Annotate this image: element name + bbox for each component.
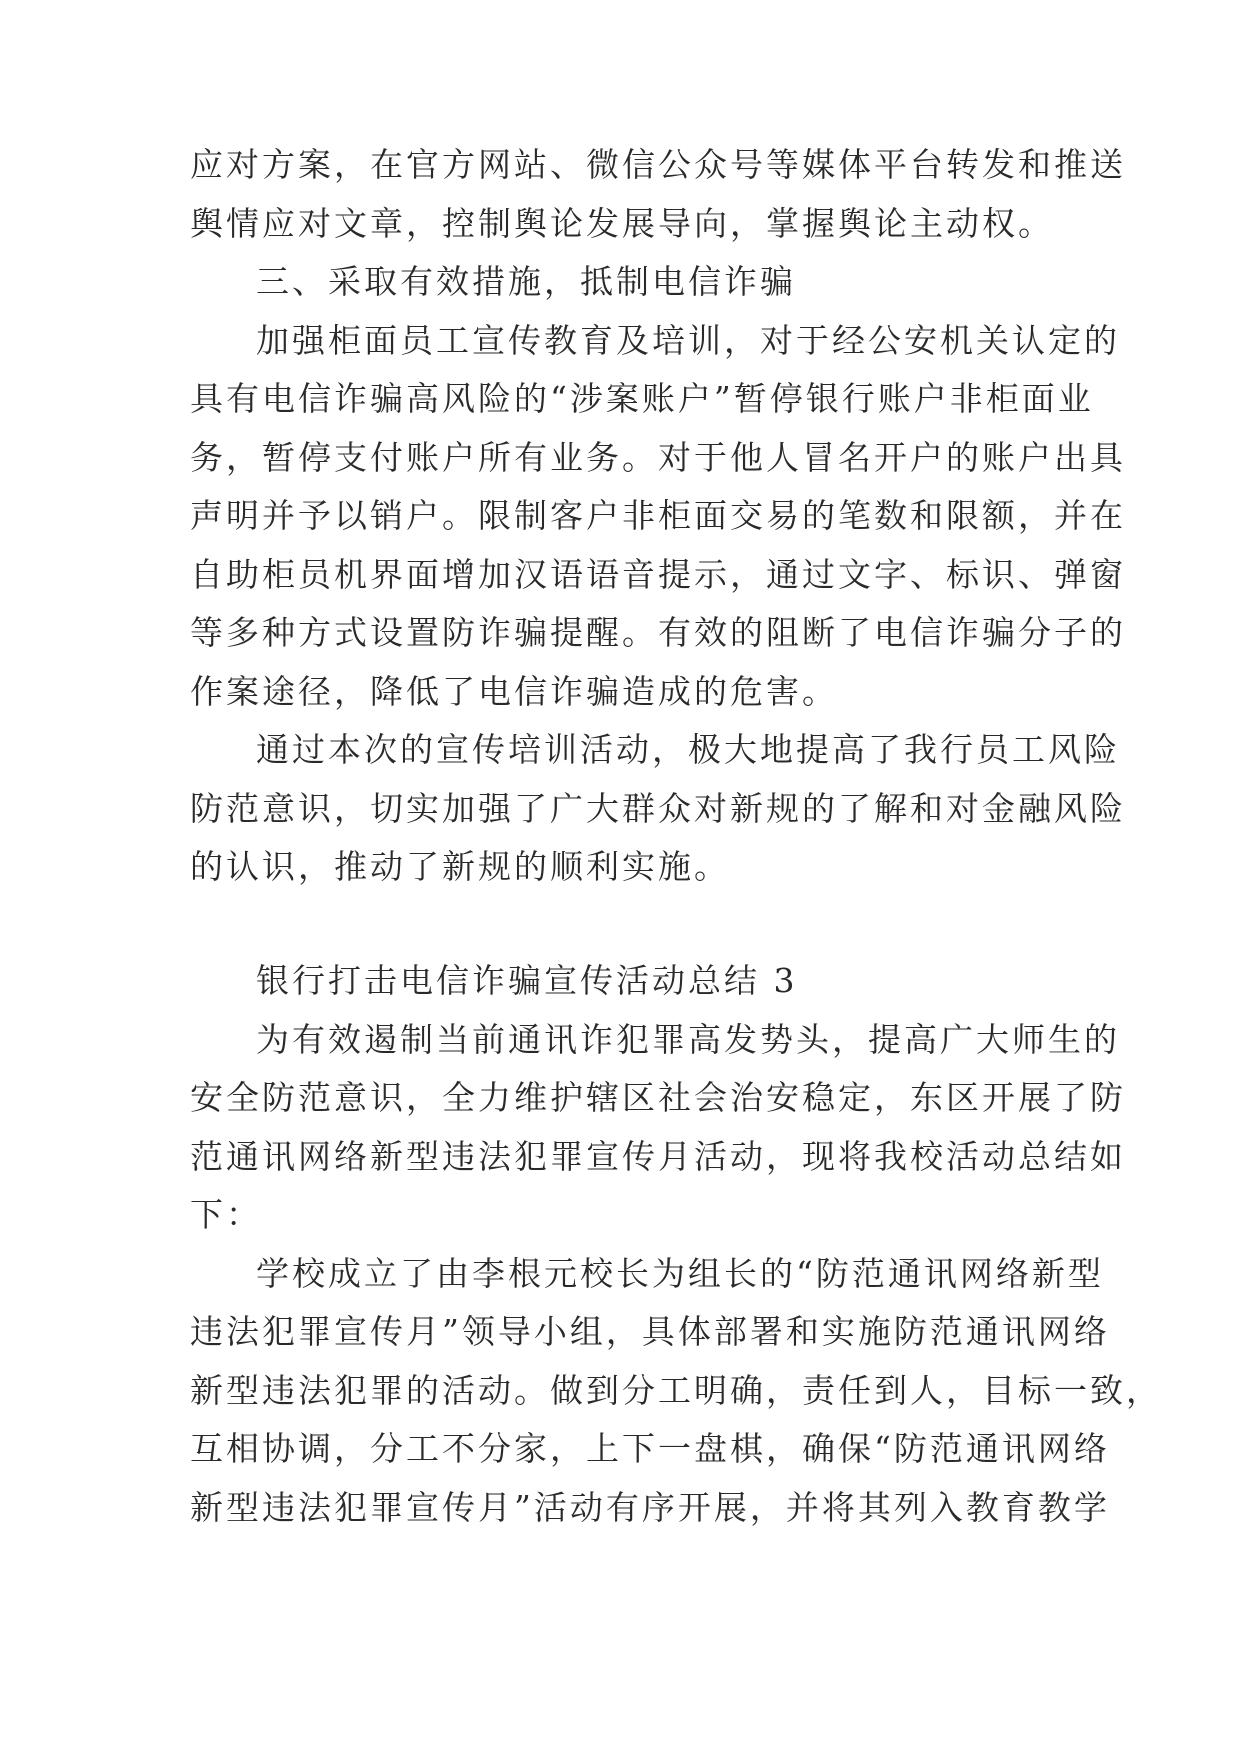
text-line: 为有效遏制当前通讯诈犯罪高发势头，提高广大师生的 bbox=[256, 1019, 1120, 1059]
text-line: 自助柜员机界面增加汉语语音提示，通过文字、标识、弹窗 bbox=[190, 554, 1126, 594]
text-line: 声明并予以销户。限制客户非柜面交易的笔数和限额，并在 bbox=[190, 496, 1126, 535]
text-line: 等多种方式设置防诈骗提醒。有效的阻断了电信诈骗分子的 bbox=[190, 613, 1126, 652]
text-line: 违法犯罪宣传月”领导小组，具体部署和实施防范通讯网络 bbox=[190, 1312, 1110, 1351]
text-line: 新型违法犯罪宣传月”活动有序开展，并将其列入教育教学 bbox=[190, 1487, 1110, 1527]
paragraph-summary bbox=[190, 721, 1126, 897]
section-heading bbox=[190, 253, 1052, 312]
paragraph-organization bbox=[190, 1245, 1162, 1538]
text-line: 新型违法犯罪的活动。做到分工明确，责任到人，目标一致， bbox=[190, 1370, 1162, 1410]
document-body-bottom bbox=[190, 952, 1162, 1537]
text-line: 具有电信诈骗高风险的“涉案账户”暂停银行账户非柜面业 bbox=[190, 379, 1094, 418]
article-title bbox=[190, 952, 1052, 1011]
heading-text: 三、采取有效措施，抵制电信诈骗 bbox=[256, 262, 796, 301]
title-text: 银行打击电信诈骗宣传活动总结 3 bbox=[256, 961, 798, 1000]
text-line: 应对方案，在官方网站、微信公众号等媒体平台转发和推送 bbox=[190, 145, 1126, 184]
text-line: 下： bbox=[190, 1195, 262, 1234]
text-line: 作案途径，降低了电信诈骗造成的危害。 bbox=[190, 671, 838, 711]
text-line: 舆情应对文章，控制舆论发展导向，掌握舆论主动权。 bbox=[190, 203, 1054, 243]
text-line: 互相协调，分工不分家，上下一盘棋，确保“防范通讯网络 bbox=[190, 1429, 1110, 1468]
text-line: 学校成立了由李根元校长为组长的“防范通讯网络新型 bbox=[256, 1253, 1104, 1293]
continuation-paragraph bbox=[190, 136, 1126, 253]
paragraph-intro bbox=[190, 1011, 1126, 1245]
text-line: 安全防范意识，全力维护辖区社会治安稳定，东区开展了防 bbox=[190, 1078, 1126, 1117]
text-line: 范通讯网络新型违法犯罪宣传月活动，现将我校活动总结如 bbox=[190, 1136, 1126, 1176]
text-line: 防范意识，切实加强了广大群众对新规的了解和对金融风险 bbox=[190, 788, 1126, 828]
text-line: 的认识，推动了新规的顺利实施。 bbox=[190, 847, 730, 886]
paragraph-measures bbox=[190, 312, 1126, 722]
document-body-top bbox=[190, 136, 1126, 897]
text-line: 加强柜面员工宣传教育及培训，对于经公安机关认定的 bbox=[256, 320, 1120, 360]
text-line: 通过本次的宣传培训活动，极大地提高了我行员工风险 bbox=[256, 730, 1120, 769]
text-line: 务，暂停支付账户所有业务。对于他人冒名开户的账户出具 bbox=[190, 437, 1126, 477]
